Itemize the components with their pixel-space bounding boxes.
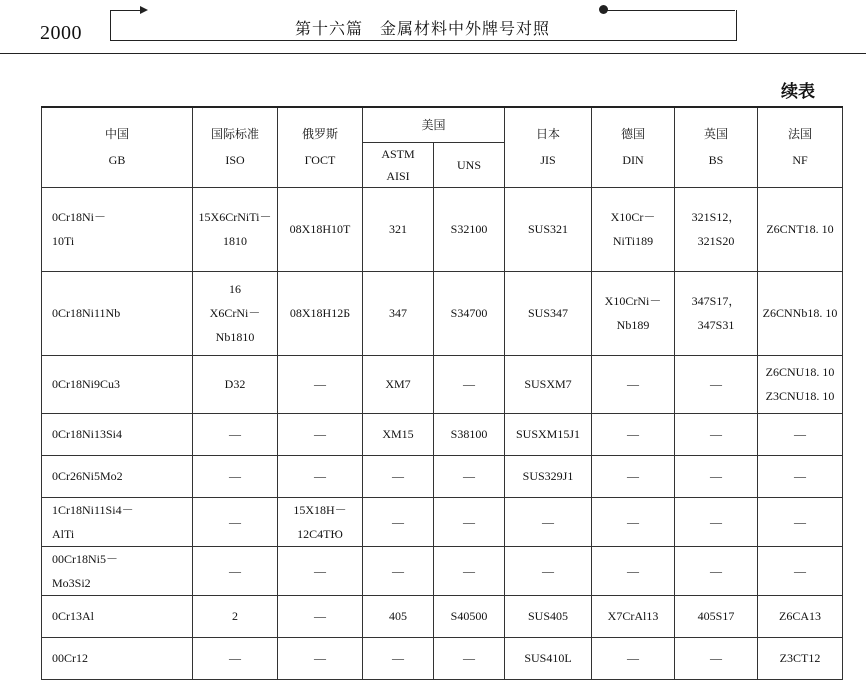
cell-din [592, 497, 675, 546]
cell-astm: — [363, 637, 434, 679]
cell-line: — [794, 469, 806, 483]
cell-line: 12C4TЮ [297, 526, 343, 541]
cell-uns: — [434, 637, 505, 679]
cell-din [592, 271, 675, 355]
col-header-japan: 日本 JIS [505, 107, 592, 187]
cell-nf [758, 413, 843, 455]
cell-line: — [794, 563, 806, 578]
cell-gb [42, 413, 193, 455]
col-header-uns: UNS [434, 142, 505, 187]
table-row [42, 187, 843, 271]
cell-line: X6CrNi－ [209, 306, 261, 320]
cell-iso [193, 455, 278, 497]
table-row [42, 413, 843, 455]
cell-line: 16 [229, 282, 241, 296]
cell-jis: SUS347 [505, 271, 592, 355]
cell-gost [278, 546, 363, 595]
cell-line: 10Ti [52, 234, 75, 248]
cell-astm: — [363, 546, 434, 595]
cell-line: — [314, 563, 326, 578]
cell-line: Z3CNU18. 10 [765, 389, 835, 403]
cell-astm: XM7 [363, 355, 434, 413]
page-number: 2000 [40, 22, 82, 44]
cell-gost [278, 355, 363, 413]
cell-uns: — [434, 455, 505, 497]
col-header-usa: 美国 [363, 107, 505, 142]
header-arrow-line [110, 10, 142, 11]
cell-astm: XM15 [363, 413, 434, 455]
cell-line: X10Cr－ [610, 210, 656, 224]
cell-astm: 405 [363, 595, 434, 637]
cell-line: Z6CNU18. 10 [765, 365, 835, 379]
cell-line: 347S31 [697, 318, 735, 332]
cell-gost [278, 455, 363, 497]
cell-line: 08X18H10T [289, 222, 351, 236]
cell-astm: 347 [363, 271, 434, 355]
header-rule [0, 53, 866, 54]
cell-jis: — [505, 546, 592, 595]
cell-line: — [314, 469, 326, 483]
cell-gb [42, 497, 193, 546]
cell-line: — [794, 427, 806, 441]
cell-iso [193, 546, 278, 595]
cell-line: — [229, 563, 241, 578]
cell-din [592, 455, 675, 497]
cell-line: — [627, 427, 639, 441]
cell-line: — [627, 563, 639, 578]
cell-line: — [314, 651, 326, 665]
cell-line: 1810 [223, 234, 247, 248]
cell-line: — [229, 514, 241, 529]
cell-line: — [314, 377, 326, 391]
cell-jis: SUSXM15J1 [505, 413, 592, 455]
cell-iso [193, 413, 278, 455]
cell-jis: SUS410L [505, 637, 592, 679]
cell-line: AlTi [52, 526, 75, 541]
cell-din [592, 355, 675, 413]
cell-bs [675, 187, 758, 271]
cell-nf [758, 546, 843, 595]
cell-bs [675, 455, 758, 497]
col-header-russia: 俄罗斯 ГОСТ [278, 107, 363, 187]
cell-bs [675, 637, 758, 679]
cell-gb [42, 637, 193, 679]
cell-din [592, 595, 675, 637]
cell-bs [675, 271, 758, 355]
cell-line: 2 [232, 609, 238, 623]
arrow-right-icon [140, 6, 148, 14]
grade-comparison-table [41, 106, 843, 680]
cell-din [592, 546, 675, 595]
cell-line: — [710, 563, 722, 578]
cell-gb [42, 355, 193, 413]
cell-nf [758, 455, 843, 497]
cell-line: — [229, 651, 241, 665]
cell-uns: S32100 [434, 187, 505, 271]
cell-gost [278, 271, 363, 355]
cell-line: 1Cr18Ni11Si4－ [52, 502, 134, 517]
cell-line: 00Cr12 [52, 651, 88, 665]
cell-line: NiTi189 [612, 234, 654, 248]
cell-line: — [710, 377, 722, 391]
cell-iso [193, 355, 278, 413]
cell-bs [675, 413, 758, 455]
header-dot-line [604, 10, 735, 11]
cell-line: 15X18H－ [293, 502, 347, 517]
cell-bs [675, 497, 758, 546]
cell-bs [675, 546, 758, 595]
cell-line: — [710, 427, 722, 441]
cell-line: — [710, 651, 722, 665]
cell-line: — [627, 377, 639, 391]
cell-line: — [627, 469, 639, 483]
cell-gost [278, 637, 363, 679]
cell-line: 0Cr18Ni－ [52, 210, 107, 224]
col-header-astm: ASTM AISI [363, 142, 434, 187]
cell-jis: SUS321 [505, 187, 592, 271]
table-row [42, 271, 843, 355]
cell-line: Nb1810 [215, 330, 255, 344]
cell-line: 0Cr18Ni11Nb [52, 306, 121, 320]
cell-astm: 321 [363, 187, 434, 271]
cell-iso [193, 595, 278, 637]
cell-iso [193, 187, 278, 271]
table-row [42, 637, 843, 679]
cell-jis: SUSXM7 [505, 355, 592, 413]
cell-line: 321S12，321S20 [691, 210, 741, 248]
cell-uns: — [434, 497, 505, 546]
cell-gb [42, 271, 193, 355]
col-header-china: 中国 GB [42, 107, 193, 187]
cell-line: — [627, 651, 639, 665]
cell-jis: SUS329J1 [505, 455, 592, 497]
cell-iso [193, 497, 278, 546]
cell-gost [278, 595, 363, 637]
cell-gb [42, 546, 193, 595]
cell-astm: — [363, 455, 434, 497]
cell-line: — [229, 469, 241, 483]
cell-line: 0Cr26Ni5Mo2 [52, 469, 123, 483]
cell-din [592, 187, 675, 271]
cell-nf [758, 497, 843, 546]
cell-gb [42, 187, 193, 271]
cell-line: — [710, 469, 722, 483]
cell-uns: — [434, 546, 505, 595]
cell-uns: S34700 [434, 271, 505, 355]
cell-line: 347S17， [691, 294, 741, 308]
cell-gost [278, 187, 363, 271]
cell-gost [278, 413, 363, 455]
cell-nf [758, 595, 843, 637]
col-header-uk: 英国 BS [675, 107, 758, 187]
cell-uns: S40500 [434, 595, 505, 637]
cell-nf [758, 271, 843, 355]
cell-line: 0Cr18Ni13Si4 [52, 427, 123, 441]
cell-line: Z3CT12 [779, 651, 821, 665]
cell-line: 15X6CrNiTi－ [198, 210, 272, 224]
cell-line: — [314, 427, 326, 441]
table-row [42, 355, 843, 413]
cell-line: Nb189 [616, 318, 650, 332]
cell-nf [758, 355, 843, 413]
table-row [42, 595, 843, 637]
cell-uns: — [434, 355, 505, 413]
cell-line: — [627, 514, 639, 529]
cell-line: 0Cr13Al [52, 609, 94, 623]
cell-line: — [794, 514, 806, 529]
cell-bs [675, 595, 758, 637]
section-title: 第十六篇 金属材料中外牌号对照 [294, 19, 550, 38]
cell-line: Z6CNNb18. 10 [762, 306, 838, 320]
table-row [42, 546, 843, 595]
cell-din [592, 637, 675, 679]
cell-jis: SUS405 [505, 595, 592, 637]
cell-line: — [710, 514, 722, 529]
cell-line: X10CrNi－ [604, 294, 662, 308]
cell-jis: — [505, 497, 592, 546]
continued-label: 续表 [781, 82, 815, 102]
cell-line: Z6CNT18. 10 [766, 222, 834, 236]
cell-line: 00Cr18Ni5－ [52, 551, 119, 566]
cell-line: Z6CA13 [779, 609, 821, 623]
cell-din [592, 413, 675, 455]
cell-gb [42, 595, 193, 637]
cell-nf [758, 187, 843, 271]
cell-line: D32 [224, 377, 246, 391]
cell-line: Mo3Si2 [52, 575, 91, 590]
cell-astm: — [363, 497, 434, 546]
col-header-iso: 国际标准 ISO [193, 107, 278, 187]
cell-iso [193, 271, 278, 355]
cell-line: X7CrAl13 [607, 609, 659, 623]
cell-uns: S38100 [434, 413, 505, 455]
cell-gost [278, 497, 363, 546]
cell-line: 405S17 [697, 609, 735, 623]
table-row [42, 497, 843, 546]
cell-iso [193, 637, 278, 679]
col-header-france: 法国 NF [758, 107, 843, 187]
cell-line: 08X18H12Б [289, 306, 351, 320]
table-row [42, 455, 843, 497]
col-header-germany: 德国 DIN [592, 107, 675, 187]
cell-bs [675, 355, 758, 413]
cell-line: — [314, 609, 326, 623]
cell-line: 0Cr18Ni9Cu3 [52, 377, 121, 391]
cell-gb [42, 455, 193, 497]
cell-nf [758, 637, 843, 679]
cell-line: — [229, 427, 241, 441]
